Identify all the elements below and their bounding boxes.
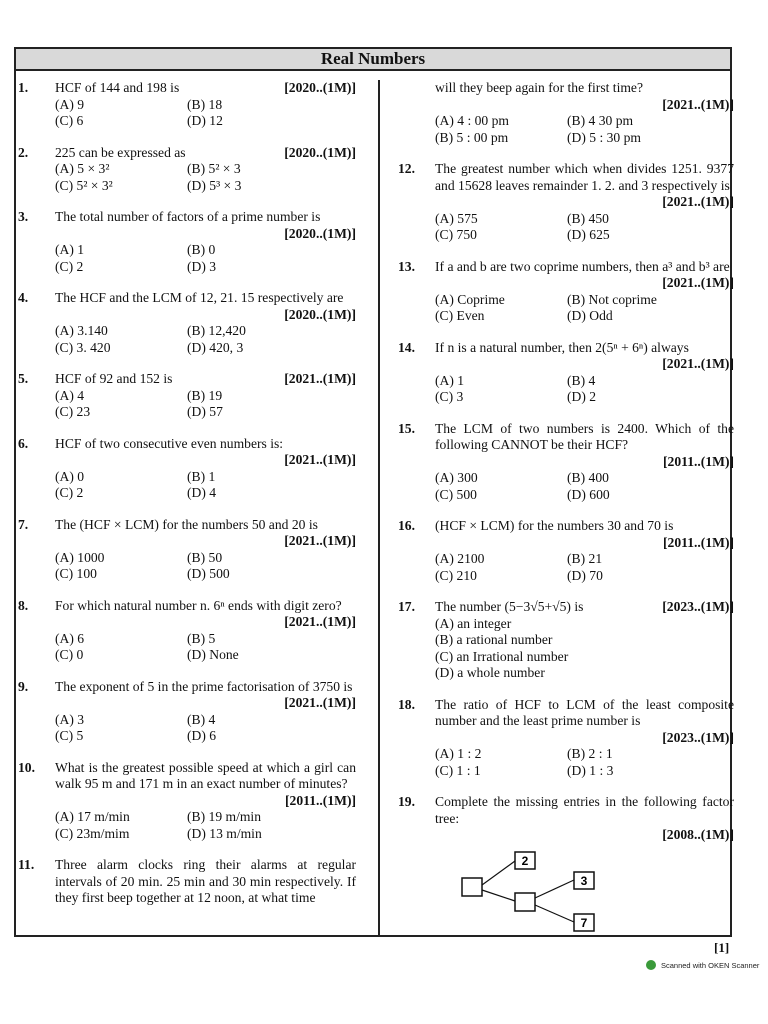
question-number: 5.	[18, 371, 29, 386]
tree-branch	[482, 861, 515, 885]
option-0: (A) 1	[55, 242, 85, 257]
option-0: (A) 1 : 2	[435, 746, 482, 761]
question-body	[55, 598, 356, 664]
scanner-watermark	[646, 960, 759, 970]
option-3: (D) 1 : 3	[567, 762, 614, 778]
options-grid	[55, 242, 356, 275]
question-body	[435, 259, 734, 325]
question-number: 7.	[18, 516, 29, 532]
question-stem	[55, 209, 356, 226]
options-grid	[55, 631, 356, 664]
question-stem	[435, 518, 734, 535]
question-body	[435, 794, 734, 940]
options-grid	[435, 746, 734, 779]
option-2: (C) Even	[435, 308, 485, 323]
option-3: (D) 70	[567, 567, 603, 583]
question-stem	[55, 598, 356, 615]
options-grid	[435, 113, 734, 146]
option-3: (D) 5 : 30 pm	[567, 129, 642, 145]
question-text: The (HCF × LCM) for the numbers 50 and 20 is	[55, 516, 318, 532]
question-text: 225 can be expressed as	[55, 144, 186, 160]
question-stem	[55, 857, 356, 907]
question-text: Three alarm clocks ring their alarms at regular intervals of 20 min. 25 min and 30 min respectively. If they first beep together at 12 noon, at what time	[55, 857, 356, 905]
option-2: (C) 3	[435, 389, 464, 404]
tree-box-empty	[515, 893, 535, 911]
year-marks-tag: [2021..(1M)]	[284, 533, 356, 548]
option-2: (C) 500	[435, 486, 477, 502]
option-3: (D) 4	[187, 485, 217, 500]
question-number: 3.	[18, 209, 29, 224]
option-0: (A) 2100	[435, 551, 485, 566]
factor-tree-diagram	[460, 848, 630, 936]
question-number: 18.	[398, 696, 415, 712]
options-grid	[55, 388, 356, 421]
question-number: 10.	[18, 759, 35, 775]
scanner-text: Scanned with OKEN Scanner	[661, 960, 760, 970]
question-item	[398, 697, 734, 780]
tree-label: 2	[521, 853, 529, 868]
question-item	[398, 161, 734, 244]
option-3: (D) 3	[187, 258, 217, 274]
year-marks-tag: [2008..(1M)]	[662, 827, 734, 842]
option-1: (B) a rational number	[435, 632, 553, 647]
question-item	[18, 760, 356, 843]
option-0: (A) 6	[55, 630, 85, 646]
option-3: (D) a whole number	[435, 665, 545, 680]
option-0: (A) 4 : 00 pm	[435, 113, 510, 128]
page-title: Real Numbers	[320, 49, 426, 68]
question-item	[18, 679, 356, 745]
question-body	[435, 80, 734, 146]
question-number: 12.	[398, 161, 415, 176]
question-stem	[435, 794, 734, 827]
question-stem	[435, 421, 734, 454]
question-body	[55, 517, 356, 583]
question-stem	[55, 436, 356, 453]
question-stem	[435, 80, 734, 97]
option-0: (A) 575	[435, 210, 478, 226]
year-marks-tag: [2020..(1M)]	[284, 306, 356, 322]
option-1: (B) 21	[567, 551, 603, 566]
options-grid	[55, 97, 356, 130]
option-2: (C) 100	[55, 566, 97, 581]
question-item	[18, 145, 356, 195]
question-number: 1.	[18, 80, 29, 95]
option-3: (D) 6	[187, 728, 217, 743]
option-0: (A) 0	[55, 468, 85, 484]
year-marks-tag: [2021..(1M)]	[662, 275, 734, 290]
question-item	[18, 857, 356, 907]
question-body	[55, 679, 356, 745]
option-3: (D) 5³ × 3	[187, 177, 242, 193]
option-2: (C) 6	[55, 113, 84, 128]
question-stem	[435, 259, 734, 276]
year-marks-tag: [2020..(1M)]	[284, 144, 356, 160]
option-3: (D) 600	[567, 486, 610, 502]
question-text: What is the greatest possible speed at which a girl can walk 95 m and 171 m in an exact number of minutes?	[55, 759, 356, 791]
option-3: (D) 12	[187, 113, 223, 128]
option-0: (A) 1	[435, 372, 465, 388]
question-body	[55, 80, 356, 130]
question-stem	[435, 599, 734, 616]
option-1: (B) 19	[187, 387, 223, 403]
option-2: (C) 5² × 3²	[55, 177, 113, 193]
question-body	[55, 760, 356, 843]
option-1: (B) 4	[567, 372, 596, 388]
question-text: For which natural number n. 6ⁿ ends with digit zero?	[55, 597, 342, 613]
column-divider	[378, 80, 380, 937]
question-stem	[55, 290, 356, 307]
tree-box-empty	[462, 878, 482, 896]
year-marks-tag: [2021..(1M)]	[284, 452, 356, 467]
option-2: (C) 2	[55, 485, 84, 500]
option-1: (B) 5	[187, 630, 216, 646]
question-stem	[55, 145, 356, 162]
question-item	[398, 599, 734, 682]
options-grid	[55, 161, 356, 194]
question-stem	[435, 340, 734, 357]
page-number: [1]	[714, 940, 730, 955]
year-marks-tag: [2023..(1M)]	[662, 599, 734, 614]
tree-branch	[482, 890, 515, 901]
option-3: (D) None	[187, 647, 239, 662]
option-0: (A) 3	[55, 711, 85, 727]
question-text: Complete the missing entries in the following factor tree:	[435, 794, 734, 826]
question-number: 9.	[18, 678, 29, 694]
question-text: The total number of factors of a prime number is	[55, 209, 321, 224]
question-body	[435, 161, 734, 244]
year-marks-tag: [2021..(1M)]	[662, 96, 734, 112]
option-2: (C) 210	[435, 567, 477, 583]
left-column	[18, 80, 356, 922]
options-grid	[55, 550, 356, 583]
question-stem	[55, 371, 356, 388]
options-grid	[435, 470, 734, 503]
question-number: 8.	[18, 597, 29, 613]
year-marks-tag: [2021..(1M)]	[284, 695, 356, 710]
year-marks-tag: [2021..(1M)]	[662, 356, 734, 371]
question-item	[18, 517, 356, 583]
question-number: 16.	[398, 518, 415, 533]
question-item	[398, 421, 734, 504]
question-item	[18, 290, 356, 356]
option-3: (D) 2	[567, 389, 597, 404]
year-marks-tag: [2011..(1M)]	[285, 792, 356, 808]
tree-label: 7	[580, 915, 588, 930]
year-marks-tag: [2011..(1M)]	[663, 453, 734, 469]
year-marks-tag: [2021..(1M)]	[284, 614, 356, 629]
question-item	[18, 371, 356, 421]
option-1: (B) 50	[187, 549, 223, 565]
options-grid	[55, 809, 356, 842]
option-2: (C) 5	[55, 728, 84, 743]
question-number: 2.	[18, 144, 29, 160]
option-3: (D) Odd	[567, 308, 613, 323]
option-0: (A) 4	[55, 387, 85, 403]
options-grid	[435, 373, 734, 406]
question-text: The number (5−3√5+√5) is	[435, 599, 584, 614]
question-number: 11.	[18, 857, 35, 872]
question-body	[435, 697, 734, 780]
question-body	[55, 145, 356, 195]
year-marks-tag: [2021..(1M)]	[662, 194, 734, 209]
question-stem	[55, 517, 356, 534]
option-2: (C) 23m/mim	[55, 825, 130, 841]
question-text: The exponent of 5 in the prime factorisation of 3750 is	[55, 678, 353, 694]
option-2: (C) 750	[435, 227, 477, 242]
question-stem	[55, 679, 356, 696]
question-number: 17.	[398, 599, 415, 614]
option-1: (B) Not coprime	[567, 291, 657, 307]
option-1: (B) 400	[567, 470, 609, 485]
option-2: (C) 2	[55, 258, 84, 274]
question-text: (HCF × LCM) for the numbers 30 and 70 is	[435, 518, 674, 533]
question-text: HCF of 92 and 152 is	[55, 371, 173, 386]
option-1: (B) 5² × 3	[187, 161, 241, 176]
year-marks-tag: [2020..(1M)]	[284, 225, 356, 241]
options-grid	[435, 616, 734, 682]
question-text: The HCF and the LCM of 12, 21. 15 respectively are	[55, 290, 344, 305]
option-3: (D) 500	[187, 566, 230, 581]
question-text: The LCM of two numbers is 2400. Which of the following CANNOT be their HCF?	[435, 420, 734, 452]
option-2: (B) 5 : 00 pm	[435, 129, 509, 145]
options-grid	[435, 292, 734, 325]
question-text: The greatest number which when divides 1251. 9377 and 15628 leaves remainder 1. 2. and 3 respectively is	[435, 161, 734, 193]
year-marks-tag: [2020..(1M)]	[284, 80, 356, 95]
scanner-logo-icon	[646, 960, 656, 970]
question-item	[398, 518, 734, 584]
tree-label: 3	[580, 873, 588, 888]
question-item	[18, 209, 356, 275]
question-stem	[55, 760, 356, 793]
question-body	[55, 436, 356, 502]
question-text: will they beep again for the first time?	[435, 80, 643, 95]
question-body	[435, 518, 734, 584]
option-3: (D) 13 m/min	[187, 825, 262, 841]
option-0: (A) 3.140	[55, 323, 108, 338]
question-body	[435, 421, 734, 504]
year-marks-tag: [2023..(1M)]	[662, 729, 734, 745]
options-grid	[55, 712, 356, 745]
question-number: 13.	[398, 258, 415, 274]
question-text: HCF of two consecutive even numbers is:	[55, 435, 284, 451]
option-1: (B) 18	[187, 96, 223, 112]
option-0: (A) 1000	[55, 549, 105, 565]
question-text: If a and b are two coprime numbers, then a³ and b³ are	[435, 258, 730, 274]
question-number: 4.	[18, 290, 29, 305]
question-item	[18, 598, 356, 664]
option-3: (D) 57	[187, 404, 223, 419]
options-grid	[435, 211, 734, 244]
question-number: 15.	[398, 420, 415, 436]
question-item	[398, 794, 734, 940]
question-item	[398, 259, 734, 325]
tree-branch	[535, 880, 574, 898]
question-item	[18, 80, 356, 130]
options-grid	[435, 551, 734, 584]
option-2: (C) 1 : 1	[435, 762, 481, 778]
tree-branch	[535, 905, 574, 922]
options-grid	[55, 323, 356, 356]
option-0: (A) an integer	[435, 615, 512, 631]
option-0: (A) 5 × 3²	[55, 161, 110, 176]
question-stem	[435, 161, 734, 194]
question-body	[435, 599, 734, 682]
option-3: (D) 420, 3	[187, 339, 244, 355]
year-marks-tag: [2021..(1M)]	[284, 371, 356, 386]
question-item	[398, 80, 734, 146]
year-marks-tag: [2011..(1M)]	[663, 534, 734, 550]
option-0: (A) 17 m/min	[55, 809, 130, 824]
question-body	[55, 290, 356, 356]
option-0: (A) 300	[435, 470, 478, 485]
question-text: HCF of 144 and 198 is	[55, 80, 180, 95]
option-1: (B) 1	[187, 468, 216, 484]
question-item	[18, 436, 356, 502]
question-item	[398, 340, 734, 406]
question-stem	[435, 697, 734, 730]
option-1: (B) 19 m/min	[187, 809, 262, 824]
option-0: (A) Coprime	[435, 291, 505, 307]
option-1: (B) 450	[567, 210, 609, 226]
question-text: If n is a natural number, then 2(5ⁿ + 6ⁿ) always	[435, 339, 689, 355]
options-grid	[55, 469, 356, 502]
question-number: 19.	[398, 794, 415, 809]
option-2: (C) 3. 420	[55, 339, 111, 355]
option-1: (B) 0	[187, 242, 216, 257]
question-number: 14.	[398, 339, 415, 355]
option-2: (C) 23	[55, 404, 91, 419]
option-3: (D) 625	[567, 227, 610, 242]
question-body	[55, 209, 356, 275]
question-body	[435, 340, 734, 406]
option-2: (C) an Irrational number	[435, 648, 569, 664]
option-0: (A) 9	[55, 96, 85, 112]
option-1: (B) 4	[187, 711, 216, 727]
option-2: (C) 0	[55, 647, 84, 662]
option-1: (B) 2 : 1	[567, 746, 613, 761]
question-number: 6.	[18, 435, 29, 451]
right-column	[398, 80, 734, 955]
question-body	[55, 371, 356, 421]
question-text: The ratio of HCF to LCM of the least composite number and the least prime number is	[435, 696, 734, 728]
question-stem	[55, 80, 356, 97]
option-1: (B) 12,420	[187, 323, 246, 338]
option-1: (B) 4 30 pm	[567, 113, 634, 128]
question-body	[55, 857, 356, 907]
